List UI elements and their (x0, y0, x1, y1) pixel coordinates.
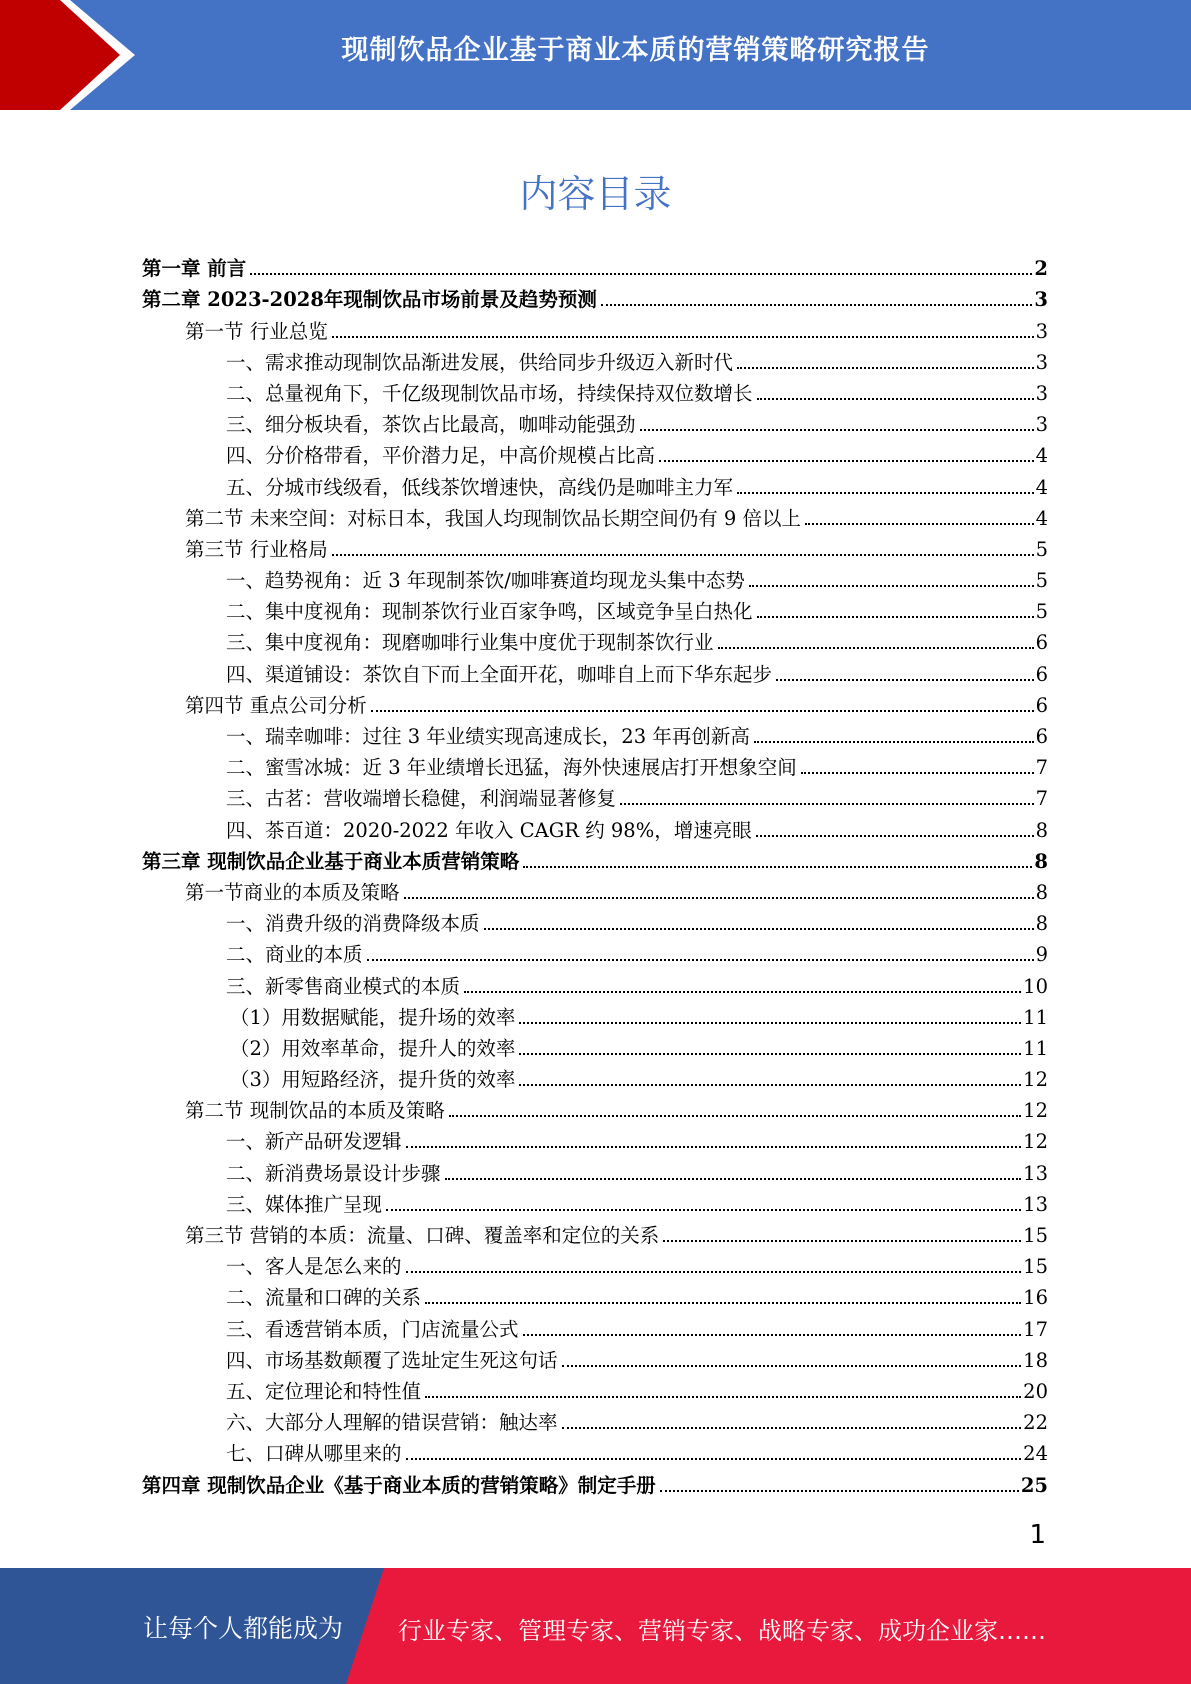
dot-leader (519, 1053, 1021, 1055)
toc-entry-title: 第四章 现制饮品企业《基于商业本质的营销策略》制定手册 (142, 1473, 656, 1497)
toc-entry[interactable] (142, 409, 1048, 440)
toc-entry[interactable] (142, 471, 1048, 502)
dot-leader (464, 991, 1021, 993)
toc-entry-page: 9 (1035, 943, 1048, 967)
toc-entry-page: 12 (1023, 1068, 1048, 1092)
toc-entry[interactable] (142, 1282, 1048, 1313)
dot-leader (250, 273, 1032, 275)
toc-entry[interactable] (142, 1126, 1048, 1157)
dot-leader (406, 1458, 1022, 1460)
toc-entry-title: 第三章 现制饮品企业基于商业本质营销策略 (142, 849, 520, 873)
dot-leader (754, 741, 1034, 743)
footer-band (0, 1568, 1191, 1684)
toc-entry[interactable] (142, 721, 1048, 752)
toc-entry-title: （3）用短路经济，提升货的效率 (230, 1068, 516, 1092)
toc-entry-title: （2）用效率革命，提升人的效率 (230, 1036, 516, 1060)
toc-entry[interactable] (142, 565, 1048, 596)
toc-entry[interactable] (142, 1033, 1048, 1064)
dot-leader (659, 460, 1034, 462)
toc-heading: 内容目录 (519, 172, 672, 216)
toc-entry-page: 7 (1035, 787, 1048, 811)
toc-entry-page: 6 (1035, 631, 1048, 655)
dot-leader (406, 1146, 1022, 1148)
dot-leader (406, 1271, 1022, 1273)
toc-entry-title: 五、分城市线级看，低线茶饮增速快，高线仍是咖啡主力军 (226, 475, 734, 499)
header-band (0, 0, 1191, 110)
dot-leader (367, 959, 1034, 961)
toc-entry-title: 三、细分板块看，茶饮占比最高，咖啡动能强劲 (226, 413, 636, 437)
toc-entry-page: 16 (1023, 1286, 1048, 1310)
dot-leader (801, 772, 1034, 774)
dot-leader (660, 1490, 1019, 1492)
toc-entry-page: 18 (1023, 1348, 1048, 1372)
dot-leader (756, 835, 1034, 837)
toc-entry[interactable] (142, 783, 1048, 814)
dot-leader (445, 1178, 1022, 1180)
toc-entry-page: 13 (1023, 1192, 1048, 1216)
toc-entry-title: 三、新零售商业模式的本质 (226, 974, 461, 998)
dot-leader (776, 679, 1034, 681)
toc-entry-page: 10 (1023, 974, 1048, 998)
toc-entry-page: 13 (1023, 1161, 1048, 1185)
dot-leader (663, 1240, 1021, 1242)
toc-entry-title: 六、大部分人理解的错误营销：触达率 (226, 1411, 558, 1435)
toc-entry-page: 4 (1035, 444, 1048, 468)
dot-leader (805, 523, 1034, 525)
toc-entry[interactable] (142, 1095, 1048, 1126)
toc-entry-title: 第四节 重点公司分析 (185, 693, 367, 717)
toc-entry-page: 20 (1023, 1379, 1048, 1403)
toc-entry[interactable] (142, 814, 1048, 845)
toc-entry-title: 二、商业的本质 (226, 943, 363, 967)
toc-entry[interactable] (142, 1438, 1048, 1469)
page-number: 1 (1029, 1520, 1046, 1550)
footer-slogan-left: 让每个人都能成为 (143, 1614, 344, 1643)
toc-entry-title: 二、总量视角下，千亿级现制饮品市场，持续保持双位数增长 (226, 381, 753, 405)
toc-entry-title: 一、需求推动现制饮品渐进发展，供给同步升级迈入新时代 (226, 350, 734, 374)
toc-entry-page: 8 (1035, 818, 1048, 842)
toc-entry-title: 一、客人是怎么来的 (226, 1255, 402, 1279)
toc-entry-title: 三、媒体推广呈现 (226, 1192, 383, 1216)
toc-entry-page: 5 (1035, 537, 1048, 561)
toc-entry[interactable] (142, 752, 1048, 783)
toc-entry-page: 4 (1035, 475, 1048, 499)
toc-entry-title: （1）用数据赋能，提升场的效率 (230, 1005, 516, 1029)
dot-leader (425, 1396, 1021, 1398)
dot-leader (562, 1427, 1022, 1429)
toc-entry[interactable] (142, 1189, 1048, 1220)
toc-entry-page: 12 (1023, 1130, 1048, 1154)
toc-entry[interactable] (142, 846, 1048, 877)
toc-entry-page: 5 (1035, 569, 1048, 593)
toc-entry[interactable] (142, 970, 1048, 1001)
toc-entry[interactable] (142, 315, 1048, 346)
table-of-contents (142, 253, 1048, 1501)
toc-entry-page: 7 (1035, 756, 1048, 780)
toc-entry[interactable] (142, 1407, 1048, 1438)
report-title: 现制饮品企业基于商业本质的营销策略研究报告 (341, 35, 930, 66)
dot-leader (404, 897, 1034, 899)
toc-entry-page: 3 (1035, 381, 1048, 405)
toc-entry-page: 3 (1035, 350, 1048, 374)
toc-entry[interactable] (142, 627, 1048, 658)
dot-leader (737, 492, 1034, 494)
toc-entry-title: 四、市场基数颠覆了选址定生死这句话 (226, 1348, 558, 1372)
dot-leader (757, 398, 1034, 400)
dot-leader (749, 585, 1034, 587)
toc-entry[interactable] (142, 908, 1048, 939)
toc-entry-page: 11 (1023, 1005, 1048, 1029)
toc-entry[interactable] (142, 1313, 1048, 1344)
toc-entry[interactable] (142, 690, 1048, 721)
toc-entry-page: 6 (1035, 693, 1048, 717)
toc-entry-page: 8 (1034, 849, 1048, 873)
toc-entry-page: 17 (1023, 1317, 1048, 1341)
dot-leader (332, 336, 1034, 338)
toc-entry-title: 三、集中度视角：现磨咖啡行业集中度优于现制茶饮行业 (226, 631, 714, 655)
toc-entry[interactable] (142, 1157, 1048, 1188)
toc-entry-title: 二、蜜雪冰城：近 3 年业绩增长迅猛，海外快速展店打开想象空间 (226, 756, 797, 780)
toc-entry[interactable] (142, 1376, 1048, 1407)
dot-leader (519, 1022, 1021, 1024)
footer-slogan-right: 行业专家、管理专家、营销专家、战略专家、成功企业家…… (398, 1617, 1046, 1645)
toc-entry-page: 3 (1034, 288, 1048, 312)
toc-entry-title: 一、趋势视角：近 3 年现制茶饮/咖啡赛道均现龙头集中态势 (226, 569, 745, 593)
toc-entry-page: 3 (1035, 413, 1048, 437)
toc-entry-title: 第二节 未来空间：对标日本，我国人均现制饮品长期空间仍有 9 倍以上 (185, 506, 802, 530)
toc-entry[interactable] (142, 284, 1048, 315)
toc-entry-title: 第一节商业的本质及策略 (185, 880, 400, 904)
dot-leader (718, 647, 1034, 649)
toc-entry[interactable] (142, 1345, 1048, 1376)
toc-entry[interactable] (142, 658, 1048, 689)
toc-entry[interactable] (142, 1002, 1048, 1033)
dot-leader (601, 304, 1032, 306)
dot-leader (332, 554, 1034, 556)
toc-entry-page: 8 (1035, 912, 1048, 936)
dot-leader (620, 803, 1034, 805)
toc-entry-title: 七、口碑从哪里来的 (226, 1442, 402, 1466)
toc-entry-page: 11 (1023, 1036, 1048, 1060)
dot-leader (737, 367, 1034, 369)
toc-entry-title: 五、定位理论和特性值 (226, 1379, 422, 1403)
toc-entry-page: 6 (1035, 662, 1048, 686)
dot-leader (484, 928, 1034, 930)
toc-entry-title: 三、古茗：营收端增长稳健，利润端显著修复 (226, 787, 617, 811)
toc-entry-title: 四、茶百道：2020-2022 年收入 CAGR 约 98%，增速亮眼 (226, 818, 752, 842)
toc-entry-page: 12 (1023, 1099, 1048, 1123)
toc-entry-title: 二、集中度视角：现制茶饮行业百家争鸣，区域竞争呈白热化 (226, 600, 753, 624)
dot-leader (523, 866, 1032, 868)
toc-entry[interactable] (142, 1064, 1048, 1095)
toc-entry[interactable] (142, 503, 1048, 534)
toc-entry-title: 一、新产品研发逻辑 (226, 1130, 402, 1154)
toc-entry-title: 一、瑞幸咖啡：过往 3 年业绩实现高速成长，23 年再创新高 (226, 725, 750, 748)
toc-entry-page: 3 (1035, 319, 1048, 343)
dot-leader (425, 1302, 1021, 1304)
toc-entry[interactable] (142, 440, 1048, 471)
dot-leader (562, 1365, 1022, 1367)
toc-entry-page: 4 (1035, 506, 1048, 530)
dot-leader (523, 1334, 1022, 1336)
toc-entry-page: 2 (1034, 257, 1048, 281)
toc-entry[interactable] (142, 596, 1048, 627)
toc-entry-title: 二、流量和口碑的关系 (226, 1286, 422, 1310)
toc-entry-title: 四、渠道铺设：茶饮自下而上全面开花，咖啡自上而下华东起步 (226, 662, 773, 686)
toc-entry-title: 三、看透营销本质，门店流量公式 (226, 1317, 519, 1341)
toc-entry-title: 第二节 现制饮品的本质及策略 (185, 1099, 445, 1123)
toc-entry-page: 24 (1023, 1442, 1048, 1466)
toc-entry-page: 5 (1035, 600, 1048, 624)
toc-entry-page: 8 (1035, 880, 1048, 904)
toc-entry-title: 第三节 营销的本质：流量、口碑、覆盖率和定位的关系 (185, 1224, 660, 1247)
toc-entry[interactable] (142, 939, 1048, 970)
dot-leader (386, 1209, 1021, 1211)
toc-entry-title: 第三节 行业格局 (185, 537, 328, 561)
dot-leader (371, 710, 1034, 712)
toc-entry-title: 第一节 行业总览 (185, 319, 328, 343)
toc-entry-title: 第一章 前言 (142, 257, 247, 281)
toc-entry-page: 6 (1035, 725, 1048, 748)
toc-entry[interactable] (142, 534, 1048, 565)
toc-entry-page: 25 (1020, 1473, 1048, 1497)
toc-entry[interactable] (142, 877, 1048, 908)
toc-entry-title: 二、新消费场景设计步骤 (226, 1161, 441, 1185)
toc-entry[interactable] (142, 1220, 1048, 1251)
toc-entry-title: 一、消费升级的消费降级本质 (226, 912, 480, 936)
toc-entry[interactable] (142, 1251, 1048, 1282)
toc-entry[interactable] (142, 378, 1048, 409)
toc-entry-title: 四、分价格带看，平价潜力足，中高价规模占比高 (226, 444, 656, 468)
dot-leader (519, 1084, 1021, 1086)
toc-entry-title: 第二章 2023-2028年现制饮品市场前景及趋势预测 (142, 288, 597, 312)
toc-entry-page: 15 (1023, 1255, 1048, 1279)
dot-leader (757, 616, 1034, 618)
toc-entry[interactable] (142, 1469, 1048, 1500)
toc-entry-page: 22 (1023, 1411, 1048, 1435)
toc-entry[interactable] (142, 253, 1048, 284)
dot-leader (640, 429, 1034, 431)
toc-entry-page: 15 (1023, 1224, 1048, 1247)
toc-entry[interactable] (142, 347, 1048, 378)
dot-leader (449, 1115, 1021, 1117)
